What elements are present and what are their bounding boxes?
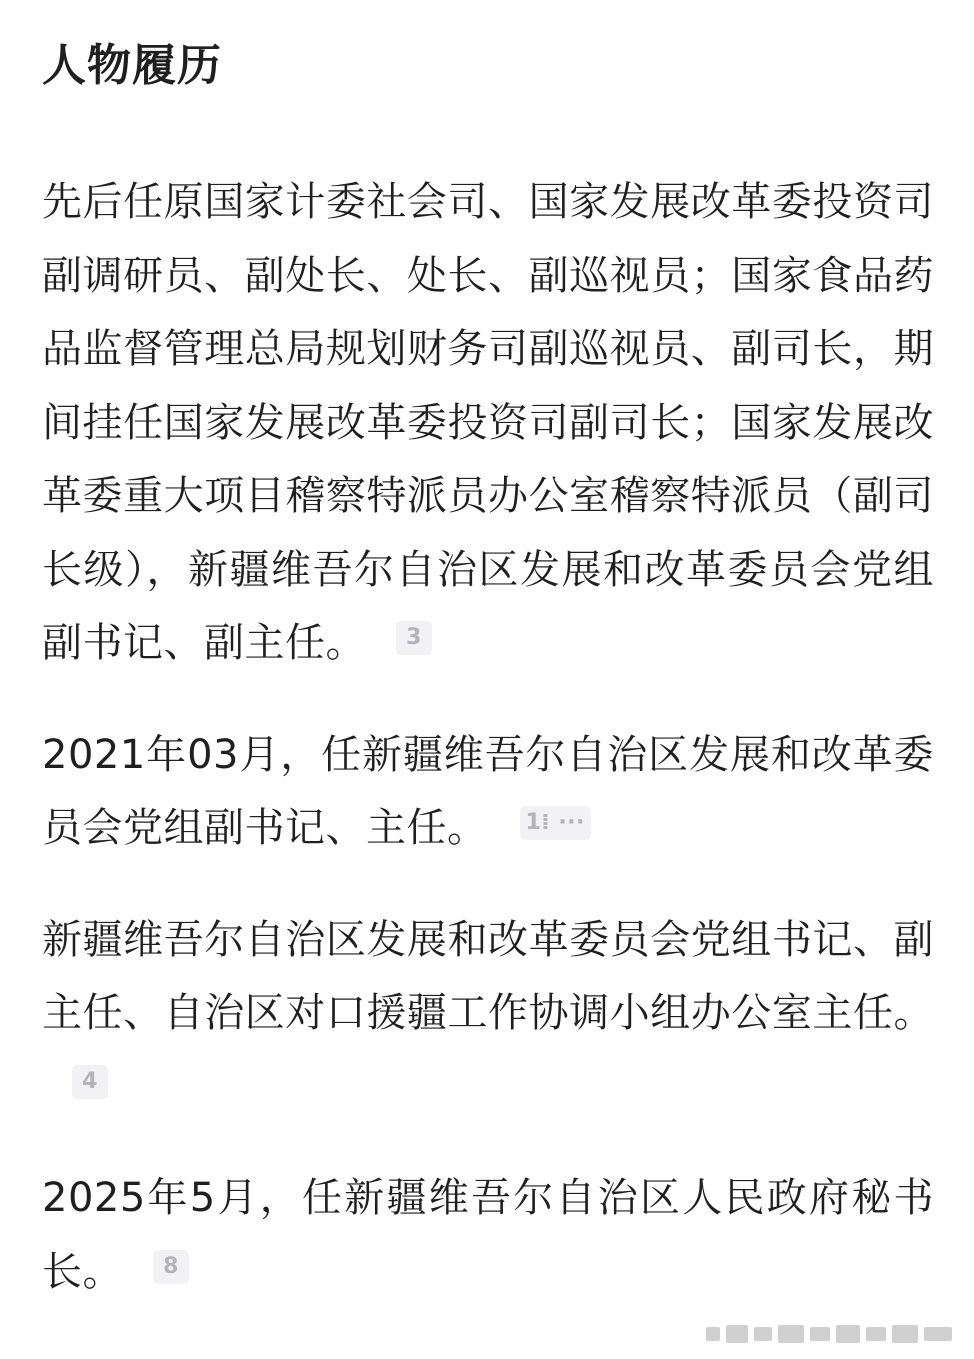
citation-badge[interactable]: 1⁞ ··· [520, 806, 591, 840]
paragraph-text: 新疆维吾尔自治区发展和改革委员会党组书记、副主任、自治区对口援疆工作协调小组办公室主任。 [42, 916, 934, 1036]
paragraph-career-1 [42, 166, 934, 681]
paragraph-career-3 [42, 904, 934, 1125]
watermark-graphic [706, 1319, 956, 1349]
paragraph-text: 先后任原国家计委社会司、国家发展改革委投资司副调研员、副处长、处长、副巡视员；国家食品药品监督管理总局规划财务司副巡视员、副司长，期间挂任国家发展改革委投资司副司长；国家发展改革委重大项目稽察特派员办公室稽察特派员（副司长级），新疆维吾尔自治区发展和改革委员会党组副书记、副主任。 [42, 179, 934, 666]
paragraph-text: 2025年5月，任新疆维吾尔自治区人民政府秘书长。 [42, 1175, 934, 1295]
citation-badge[interactable]: 8 [153, 1250, 189, 1284]
paragraph-text: 2021年03月，任新疆维吾尔自治区发展和改革委员会党组副书记、主任。 [42, 731, 934, 851]
citation-badge[interactable]: 4 [72, 1065, 108, 1099]
citation-badge[interactable]: 3 [396, 621, 432, 655]
paragraph-career-2 [42, 719, 934, 866]
section-title: 人物履历 [42, 40, 222, 91]
paragraph-career-4 [42, 1162, 934, 1309]
